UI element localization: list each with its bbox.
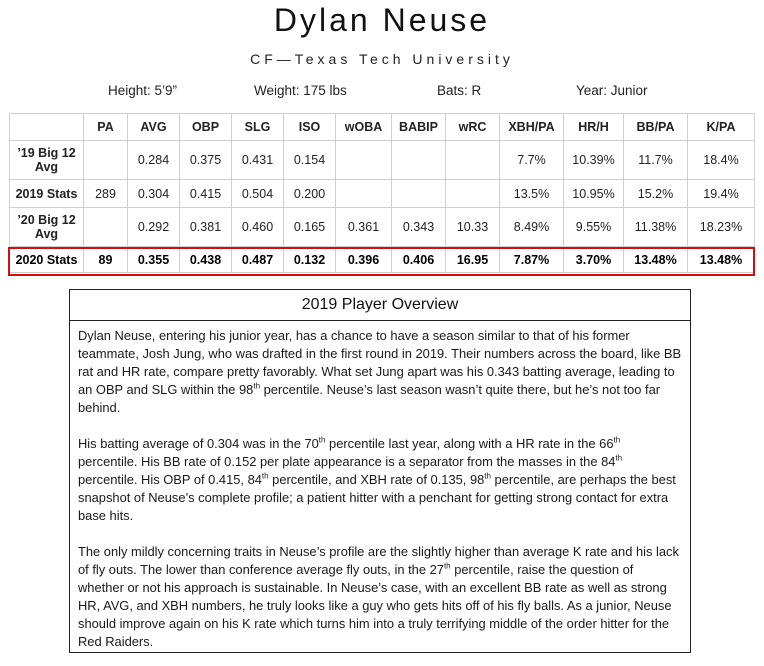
table-cell: 11.7% (624, 141, 688, 180)
row-label: ’19 Big 12 Avg (10, 141, 84, 180)
header-cell-k-pa: K/PA (688, 114, 755, 141)
player-weight: Weight: 175 lbs (254, 83, 347, 98)
stats-table (9, 113, 755, 273)
row-label: 2019 Stats (10, 180, 84, 208)
table-cell: 18.23% (688, 208, 755, 247)
table-cell: 0.460 (232, 208, 284, 247)
player-height: Height: 5’9” (108, 83, 178, 98)
table-cell: 0.487 (232, 247, 284, 273)
table-cell: 10.95% (564, 180, 624, 208)
table-cell: 0.415 (180, 180, 232, 208)
player-name: Dylan Neuse (273, 2, 491, 38)
table-cell: 11.38% (624, 208, 688, 247)
player-subtitle: CF—Texas Tech University (250, 51, 514, 67)
table-cell: 0.431 (232, 141, 284, 180)
overview-paragraph-3: The only mildly concerning traits in Neuse’s profile are the slightly higher than average K rate and his lack of fly outs. The lower than conference average fly outs, in the 27th percentile, raise the question of whether or not his approach is sustainable. In Neuse’s case, with an excellent BB rate as well as strong HR, AVG, and XBH numbers, he truly looks like a guy who gets hits off of his fly balls. As a junior, Neuse should improve again on his K rate which turns him into a truly terrifying middle of the order hitter for the Red Raiders. (78, 544, 679, 649)
table-cell: 9.55% (564, 208, 624, 247)
table-cell: 16.95 (446, 247, 500, 273)
table-cell (336, 141, 392, 180)
table-cell: 0.504 (232, 180, 284, 208)
player-bats: Bats: R (437, 83, 482, 98)
table-row-19-big12-avg (10, 141, 755, 180)
table-cell: 0.200 (284, 180, 336, 208)
header-cell-hr-h: HR/H (564, 114, 624, 141)
table-cell: 0.165 (284, 208, 336, 247)
header-cell-babip: BABIP (392, 114, 446, 141)
table-cell: 0.396 (336, 247, 392, 273)
row-label: ’20 Big 12 Avg (10, 208, 84, 247)
table-cell: 10.33 (446, 208, 500, 247)
overview-title: 2019 Player Overview (70, 290, 690, 321)
table-cell: 0.406 (392, 247, 446, 273)
table-header-row (10, 114, 755, 141)
table-cell: 18.4% (688, 141, 755, 180)
table-cell: 0.343 (392, 208, 446, 247)
table-cell (446, 141, 500, 180)
table-cell: 0.361 (336, 208, 392, 247)
table-cell: 89 (84, 247, 128, 273)
overview-body (70, 321, 690, 651)
table-row-2020-stats (10, 247, 755, 273)
table-cell: 0.132 (284, 247, 336, 273)
player-overview-box (69, 289, 691, 653)
table-cell (84, 141, 128, 180)
table-cell: 0.292 (128, 208, 180, 247)
table-cell: 0.284 (128, 141, 180, 180)
table-cell: 0.375 (180, 141, 232, 180)
table-row-20-big12-avg (10, 208, 755, 247)
header-cell-xbh-pa: XBH/PA (500, 114, 564, 141)
table-cell: 7.87% (500, 247, 564, 273)
table-cell (446, 180, 500, 208)
table-cell: 13.48% (688, 247, 755, 273)
table-cell: 10.39% (564, 141, 624, 180)
table-cell: 289 (84, 180, 128, 208)
table-cell: 3.70% (564, 247, 624, 273)
overview-paragraph-2: His batting average of 0.304 was in the 70th percentile last year, along with a HR rate in the 66th percentile. His BB rate of 0.152 per plate appearance is a separator from the masses in the 84th percentile. His OBP of 0.415, 84th percentile, and XBH rate of 0.135, 98th percentile, are perhaps the best snapshot of Neuse’s complete profile; a patient hitter with a penchant for getting strong contact for extra base hits. (78, 435, 676, 523)
table-cell: 0.355 (128, 247, 180, 273)
header-cell-obp: OBP (180, 114, 232, 141)
header-cell-woba: wOBA (336, 114, 392, 141)
player-year: Year: Junior (576, 83, 648, 98)
table-cell: 8.49% (500, 208, 564, 247)
table-cell (392, 180, 446, 208)
header-cell-avg: AVG (128, 114, 180, 141)
table-cell: 0.304 (128, 180, 180, 208)
table-cell: 7.7% (500, 141, 564, 180)
header-cell-pa: PA (84, 114, 128, 141)
header-cell-iso: ISO (284, 114, 336, 141)
table-cell: 15.2% (624, 180, 688, 208)
overview-paragraph-1: Dylan Neuse, entering his junior year, has a chance to have a season similar to that of his former teammate, Josh Jung, who was drafted in the first round in 2019. Their numbers across the board, like BB rat and HR rate, compare pretty favorably. What set Jung apart was his 0.343 batting average, leading to an OBP and SLG within the 98th percentile. Neuse’s last season wasn’t quite there, but he’s not too far behind. (78, 328, 682, 415)
table-cell (336, 180, 392, 208)
table-cell (392, 141, 446, 180)
table-row-2019-stats (10, 180, 755, 208)
header-cell-wrc: wRC (446, 114, 500, 141)
header-cell-corner (10, 114, 84, 141)
header-cell-slg: SLG (232, 114, 284, 141)
table-cell: 0.438 (180, 247, 232, 273)
row-label: 2020 Stats (10, 247, 84, 273)
table-cell: 13.5% (500, 180, 564, 208)
table-cell (84, 208, 128, 247)
table-cell: 0.154 (284, 141, 336, 180)
table-cell: 19.4% (688, 180, 755, 208)
header-cell-bb-pa: BB/PA (624, 114, 688, 141)
table-cell: 13.48% (624, 247, 688, 273)
table-cell: 0.381 (180, 208, 232, 247)
